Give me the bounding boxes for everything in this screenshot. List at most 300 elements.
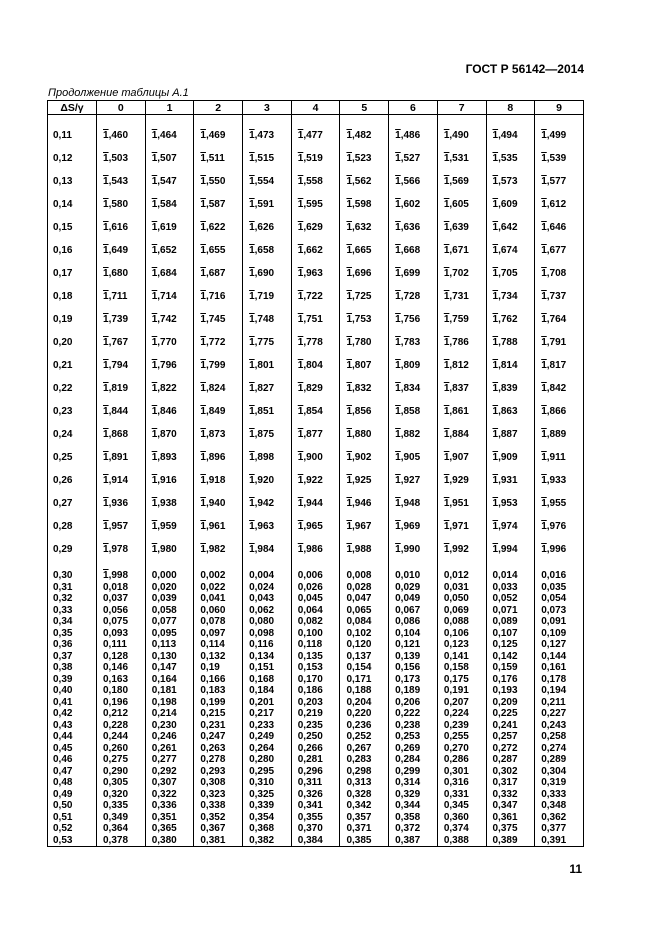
table-cell: 0,260 xyxy=(97,743,146,755)
mantissa: ,851 xyxy=(254,406,275,417)
table-cell xyxy=(243,308,292,331)
mantissa: ,668 xyxy=(400,245,421,256)
table-cell: 0,220 xyxy=(340,708,389,720)
mantissa: ,822 xyxy=(157,383,177,394)
mantissa: ,737 xyxy=(546,291,567,302)
table-cell xyxy=(437,308,486,331)
table-cell xyxy=(486,331,535,354)
table-row xyxy=(48,492,584,515)
mantissa: ,990 xyxy=(400,544,421,555)
table-cell: 0,064 xyxy=(291,605,340,617)
mantissa: ,705 xyxy=(498,268,518,279)
mantissa: ,646 xyxy=(546,222,567,233)
table-cell xyxy=(194,538,243,561)
table-cell: 0,012 xyxy=(437,570,486,582)
table-cell: 0,385 xyxy=(340,835,389,847)
mantissa: ,482 xyxy=(352,130,372,141)
mantissa: ,753 xyxy=(352,314,372,325)
mantissa: ,629 xyxy=(303,222,323,233)
table-cell xyxy=(486,400,535,423)
table-cell: 0,123 xyxy=(437,639,486,651)
table-cell: 0,372 xyxy=(389,823,438,835)
row-key: 0,19 xyxy=(48,308,97,331)
table-cell: 0,203 xyxy=(291,697,340,709)
table-cell: 0,283 xyxy=(340,754,389,766)
mantissa: ,780 xyxy=(352,337,372,348)
table-cell: 0,326 xyxy=(291,789,340,801)
table-cell: 0,082 xyxy=(291,616,340,628)
mantissa: ,460 xyxy=(108,130,129,141)
table-cell xyxy=(535,170,584,193)
table-cell: 0,035 xyxy=(535,582,584,594)
bar-characteristic: 1 xyxy=(297,544,304,555)
bar-characteristic: 1 xyxy=(297,291,304,302)
bar-characteristic: 1 xyxy=(541,222,547,233)
table-cell: 0,020 xyxy=(145,582,194,594)
table-cell: 0,228 xyxy=(97,720,146,732)
table-cell: 0,134 xyxy=(243,651,292,663)
table-cell xyxy=(291,239,340,262)
row-key: 0,35 xyxy=(48,628,97,640)
table-cell xyxy=(535,400,584,423)
bar-characteristic: 1 xyxy=(346,452,352,463)
table-cell: 0,142 xyxy=(486,651,535,663)
table-cell: 0,307 xyxy=(145,777,194,789)
bar-characteristic: 1 xyxy=(103,130,109,141)
mantissa: ,655 xyxy=(205,245,226,256)
table-cell: 0,249 xyxy=(243,731,292,743)
bar-characteristic: 1 xyxy=(395,337,401,348)
bar-characteristic: 1 xyxy=(200,406,206,417)
table-cell xyxy=(194,515,243,538)
mantissa: ,863 xyxy=(498,406,518,417)
table-cell xyxy=(340,216,389,239)
bar-characteristic: 1 xyxy=(297,452,304,463)
row-key: 0,47 xyxy=(48,766,97,778)
mantissa: ,490 xyxy=(449,130,469,141)
document-header: ГОСТ Р 56142—2014 xyxy=(465,62,584,76)
table-cell xyxy=(486,377,535,400)
table-cell xyxy=(145,170,194,193)
mantissa: ,974 xyxy=(498,521,518,532)
table-cell xyxy=(437,124,486,147)
bar-characteristic: 1 xyxy=(103,544,109,555)
mantissa: ,696 xyxy=(352,268,372,279)
table-cell: 0,026 xyxy=(291,582,340,594)
table-row xyxy=(48,823,584,835)
table-cell xyxy=(97,262,146,285)
mantissa: ,846 xyxy=(157,406,177,417)
bar-characteristic: 1 xyxy=(443,199,450,210)
bar-characteristic: 1 xyxy=(200,360,206,371)
table-cell: 0,263 xyxy=(194,743,243,755)
table-cell: 0,244 xyxy=(97,731,146,743)
column-header: 8 xyxy=(486,101,535,115)
table-cell: 0,176 xyxy=(486,674,535,686)
table-cell: 0,069 xyxy=(437,605,486,617)
table-cell: 0,039 xyxy=(145,593,194,605)
table-cell xyxy=(486,147,535,170)
mantissa: ,861 xyxy=(449,406,469,417)
table-cell: 0,274 xyxy=(535,743,584,755)
table-cell: 0,080 xyxy=(243,616,292,628)
bar-characteristic: 1 xyxy=(297,222,304,233)
table-cell: 0,313 xyxy=(340,777,389,789)
mantissa: ,799 xyxy=(205,360,226,371)
column-header: 1 xyxy=(145,101,194,115)
bar-characteristic: 1 xyxy=(492,245,499,256)
table-cell: 0,065 xyxy=(340,605,389,617)
bar-characteristic: 1 xyxy=(200,176,206,187)
table-cell: 0,043 xyxy=(243,593,292,605)
table-cell: 0,368 xyxy=(243,823,292,835)
row-key: 0,46 xyxy=(48,754,97,766)
mantissa: ,978 xyxy=(108,544,129,555)
row-key: 0,22 xyxy=(48,377,97,400)
table-cell xyxy=(535,446,584,469)
table-cell: 0,049 xyxy=(389,593,438,605)
mantissa: ,684 xyxy=(157,268,177,279)
table-cell xyxy=(243,354,292,377)
table-cell: 0,374 xyxy=(437,823,486,835)
table-cell xyxy=(145,193,194,216)
table-cell xyxy=(340,193,389,216)
mantissa: ,566 xyxy=(400,176,421,187)
bar-characteristic: 1 xyxy=(151,544,158,555)
mantissa: ,719 xyxy=(254,291,275,302)
table-cell xyxy=(145,400,194,423)
row-key: 0,26 xyxy=(48,469,97,492)
table-cell xyxy=(194,423,243,446)
bar-characteristic: 1 xyxy=(103,176,109,187)
mantissa: ,639 xyxy=(449,222,469,233)
table-cell: 0,304 xyxy=(535,766,584,778)
bar-characteristic: 1 xyxy=(249,268,255,279)
table-cell xyxy=(437,446,486,469)
table-cell: 0,252 xyxy=(340,731,389,743)
table-cell xyxy=(291,262,340,285)
bar-characteristic: 1 xyxy=(249,383,255,394)
bar-characteristic: 1 xyxy=(151,291,158,302)
bar-characteristic: 1 xyxy=(395,176,401,187)
table-cell xyxy=(389,331,438,354)
mantissa: ,477 xyxy=(303,130,323,141)
table-cell: 0,243 xyxy=(535,720,584,732)
bar-characteristic: 1 xyxy=(151,498,158,509)
table-row xyxy=(48,605,584,617)
mantissa: ,896 xyxy=(205,452,226,463)
mantissa: ,796 xyxy=(157,360,177,371)
table-cell: 0,022 xyxy=(194,582,243,594)
table-cell: 0,370 xyxy=(291,823,340,835)
table-cell: 0,184 xyxy=(243,685,292,697)
bar-characteristic: 1 xyxy=(443,475,450,486)
table-cell xyxy=(340,124,389,147)
table-cell: 0,278 xyxy=(194,754,243,766)
bar-characteristic: 1 xyxy=(249,153,255,164)
table-row xyxy=(48,570,584,582)
mantissa: ,598 xyxy=(352,199,372,210)
mantissa: ,531 xyxy=(449,153,469,164)
mantissa: ,824 xyxy=(205,383,226,394)
table-row xyxy=(48,662,584,674)
table-cell: 0,033 xyxy=(486,582,535,594)
table-cell: 0,349 xyxy=(97,812,146,824)
bar-characteristic: 1 xyxy=(151,153,158,164)
table-row xyxy=(48,423,584,446)
table-cell xyxy=(291,331,340,354)
table-cell xyxy=(194,308,243,331)
table-cell: 0,338 xyxy=(194,800,243,812)
table-cell: 0,166 xyxy=(194,674,243,686)
mantissa: ,976 xyxy=(546,521,567,532)
table-cell xyxy=(291,446,340,469)
mantissa: ,759 xyxy=(449,314,469,325)
table-row xyxy=(48,766,584,778)
table-cell xyxy=(389,446,438,469)
table-cell: 0,347 xyxy=(486,800,535,812)
row-key: 0,49 xyxy=(48,789,97,801)
table-cell: 0,091 xyxy=(535,616,584,628)
bar-characteristic: 1 xyxy=(443,130,450,141)
mantissa: ,605 xyxy=(449,199,469,210)
bar-characteristic: 1 xyxy=(200,452,206,463)
bar-characteristic: 1 xyxy=(151,314,158,325)
table-cell: 0,173 xyxy=(389,674,438,686)
bar-characteristic: 1 xyxy=(151,130,158,141)
table-cell xyxy=(535,216,584,239)
bar-characteristic: 1 xyxy=(443,268,450,279)
table-cell xyxy=(97,354,146,377)
mantissa: ,994 xyxy=(498,544,518,555)
bar-characteristic: 1 xyxy=(249,245,255,256)
table-cell: 0,098 xyxy=(243,628,292,640)
mantissa: ,543 xyxy=(108,176,129,187)
bar-characteristic: 1 xyxy=(151,245,158,256)
table-cell: 0,191 xyxy=(437,685,486,697)
bar-characteristic: 1 xyxy=(151,452,158,463)
row-key: 0,42 xyxy=(48,708,97,720)
table-cell: 0,293 xyxy=(194,766,243,778)
table-cell xyxy=(437,469,486,492)
table-cell xyxy=(437,538,486,561)
table-cell: 0,381 xyxy=(194,835,243,847)
bar-characteristic: 1 xyxy=(200,383,206,394)
table-cell xyxy=(389,239,438,262)
bar-characteristic: 1 xyxy=(200,475,206,486)
mantissa: ,844 xyxy=(108,406,129,417)
table-cell: 0,351 xyxy=(145,812,194,824)
mantissa: ,893 xyxy=(157,452,177,463)
bar-characteristic: 1 xyxy=(297,383,304,394)
table-row xyxy=(48,354,584,377)
table-cell xyxy=(437,147,486,170)
bar-characteristic: 1 xyxy=(541,498,547,509)
table-cell xyxy=(535,308,584,331)
bar-characteristic: 1 xyxy=(103,406,109,417)
bar-characteristic: 1 xyxy=(297,360,304,371)
bar-characteristic: 1 xyxy=(346,222,352,233)
mantissa: ,503 xyxy=(108,153,129,164)
mantissa: ,834 xyxy=(400,383,421,394)
row-key: 0,51 xyxy=(48,812,97,824)
mantissa: ,464 xyxy=(157,130,177,141)
table-cell xyxy=(97,538,146,561)
mantissa: ,591 xyxy=(254,199,275,210)
table-cell: 0,336 xyxy=(145,800,194,812)
table-cell xyxy=(194,239,243,262)
table-cell: 0,084 xyxy=(340,616,389,628)
mantissa: ,982 xyxy=(205,544,226,555)
table-cell: 0,365 xyxy=(145,823,194,835)
mantissa: ,955 xyxy=(546,498,567,509)
table-cell: 0,014 xyxy=(486,570,535,582)
bar-characteristic: 1 xyxy=(443,429,450,440)
table-cell: 0,031 xyxy=(437,582,486,594)
bar-characteristic: 1 xyxy=(151,337,158,348)
bar-characteristic: 1 xyxy=(103,452,109,463)
mantissa: ,770 xyxy=(157,337,177,348)
table-cell: 0,125 xyxy=(486,639,535,651)
mantissa: ,944 xyxy=(303,498,323,509)
table-cell xyxy=(291,285,340,308)
table-cell: 0,071 xyxy=(486,605,535,617)
table-cell: 0,078 xyxy=(194,616,243,628)
table-cell xyxy=(145,308,194,331)
table-cell: 0,269 xyxy=(389,743,438,755)
bar-characteristic: 1 xyxy=(249,544,255,555)
mantissa: ,486 xyxy=(400,130,421,141)
bar-characteristic: 1 xyxy=(395,153,401,164)
table-row xyxy=(48,812,584,824)
bar-characteristic: 1 xyxy=(200,337,206,348)
table-cell xyxy=(97,308,146,331)
bar-characteristic: 1 xyxy=(249,475,255,486)
bar-characteristic: 1 xyxy=(297,521,304,532)
row-key: 0,20 xyxy=(48,331,97,354)
bar-characteristic: 1 xyxy=(443,291,450,302)
table-cell: 0,302 xyxy=(486,766,535,778)
table-cell xyxy=(535,538,584,561)
bar-characteristic: 1 xyxy=(249,406,255,417)
mantissa: ,745 xyxy=(205,314,226,325)
table-cell xyxy=(535,262,584,285)
bar-characteristic: 1 xyxy=(346,130,352,141)
table-cell: 0,127 xyxy=(535,639,584,651)
table-cell: 0,183 xyxy=(194,685,243,697)
table-cell xyxy=(535,124,584,147)
table-cell xyxy=(145,538,194,561)
table-cell xyxy=(97,124,146,147)
table-cell xyxy=(145,492,194,515)
bar-characteristic: 1 xyxy=(103,153,109,164)
row-key: 0,11 xyxy=(48,124,97,147)
table-cell xyxy=(437,193,486,216)
table-cell: 0,004 xyxy=(243,570,292,582)
table-cell xyxy=(97,331,146,354)
column-header: 6 xyxy=(389,101,438,115)
table-cell: 0,280 xyxy=(243,754,292,766)
table-cell: 0,236 xyxy=(340,720,389,732)
table-cell: 0,028 xyxy=(340,582,389,594)
table-cell: 0,391 xyxy=(535,835,584,847)
table-cell xyxy=(535,515,584,538)
table-cell: 0,287 xyxy=(486,754,535,766)
bar-characteristic: 1 xyxy=(346,245,352,256)
table-cell: 0,171 xyxy=(340,674,389,686)
row-key: 0,33 xyxy=(48,605,97,617)
table-caption: Продолжение таблицы А.1 xyxy=(48,87,189,99)
mantissa: ,963 xyxy=(303,268,323,279)
table-cell xyxy=(145,446,194,469)
table-cell xyxy=(535,193,584,216)
bar-characteristic: 1 xyxy=(541,406,547,417)
table-cell: 0,281 xyxy=(291,754,340,766)
table-cell xyxy=(291,354,340,377)
table-cell xyxy=(243,216,292,239)
table-row xyxy=(48,377,584,400)
table-row xyxy=(48,469,584,492)
table-cell: 0,018 xyxy=(97,582,146,594)
table-cell: 0,339 xyxy=(243,800,292,812)
bar-characteristic: 1 xyxy=(103,245,109,256)
row-key: 0,48 xyxy=(48,777,97,789)
bar-characteristic: 1 xyxy=(103,498,109,509)
table-cell: 0,235 xyxy=(291,720,340,732)
mantissa: ,837 xyxy=(449,383,469,394)
bar-characteristic: 1 xyxy=(492,475,499,486)
table-cell xyxy=(486,216,535,239)
table-cell: 0,231 xyxy=(194,720,243,732)
mantissa: ,914 xyxy=(108,475,129,486)
mantissa: ,550 xyxy=(205,176,226,187)
bar-characteristic: 1 xyxy=(541,337,547,348)
row-key: 0,36 xyxy=(48,639,97,651)
table-cell: 0,230 xyxy=(145,720,194,732)
table-cell xyxy=(194,446,243,469)
table-cell xyxy=(340,538,389,561)
mantissa: ,619 xyxy=(157,222,177,233)
table-cell: 0,189 xyxy=(389,685,438,697)
mantissa: ,595 xyxy=(303,199,323,210)
mantissa: ,965 xyxy=(303,521,323,532)
table-cell xyxy=(243,538,292,561)
row-key: 0,18 xyxy=(48,285,97,308)
table-cell: 0,290 xyxy=(97,766,146,778)
table-cell: 0,284 xyxy=(389,754,438,766)
table-cell: 0,329 xyxy=(389,789,438,801)
table-row xyxy=(48,674,584,686)
mantissa: ,616 xyxy=(108,222,129,233)
table-cell xyxy=(389,538,438,561)
table-cell: 0,361 xyxy=(486,812,535,824)
table-cell: 0,201 xyxy=(243,697,292,709)
bar-characteristic: 1 xyxy=(103,475,109,486)
mantissa: ,642 xyxy=(498,222,518,233)
table-cell: 0,267 xyxy=(340,743,389,755)
table-cell: 0,314 xyxy=(389,777,438,789)
bar-characteristic: 1 xyxy=(395,475,401,486)
row-key: 0,29 xyxy=(48,538,97,561)
mantissa: ,519 xyxy=(303,153,323,164)
table-cell: 0,322 xyxy=(145,789,194,801)
bar-characteristic: 1 xyxy=(346,406,352,417)
table-cell xyxy=(291,469,340,492)
bar-characteristic: 1 xyxy=(395,406,401,417)
mantissa: ,953 xyxy=(498,498,518,509)
table-cell xyxy=(486,285,535,308)
bar-characteristic: 1 xyxy=(443,521,450,532)
